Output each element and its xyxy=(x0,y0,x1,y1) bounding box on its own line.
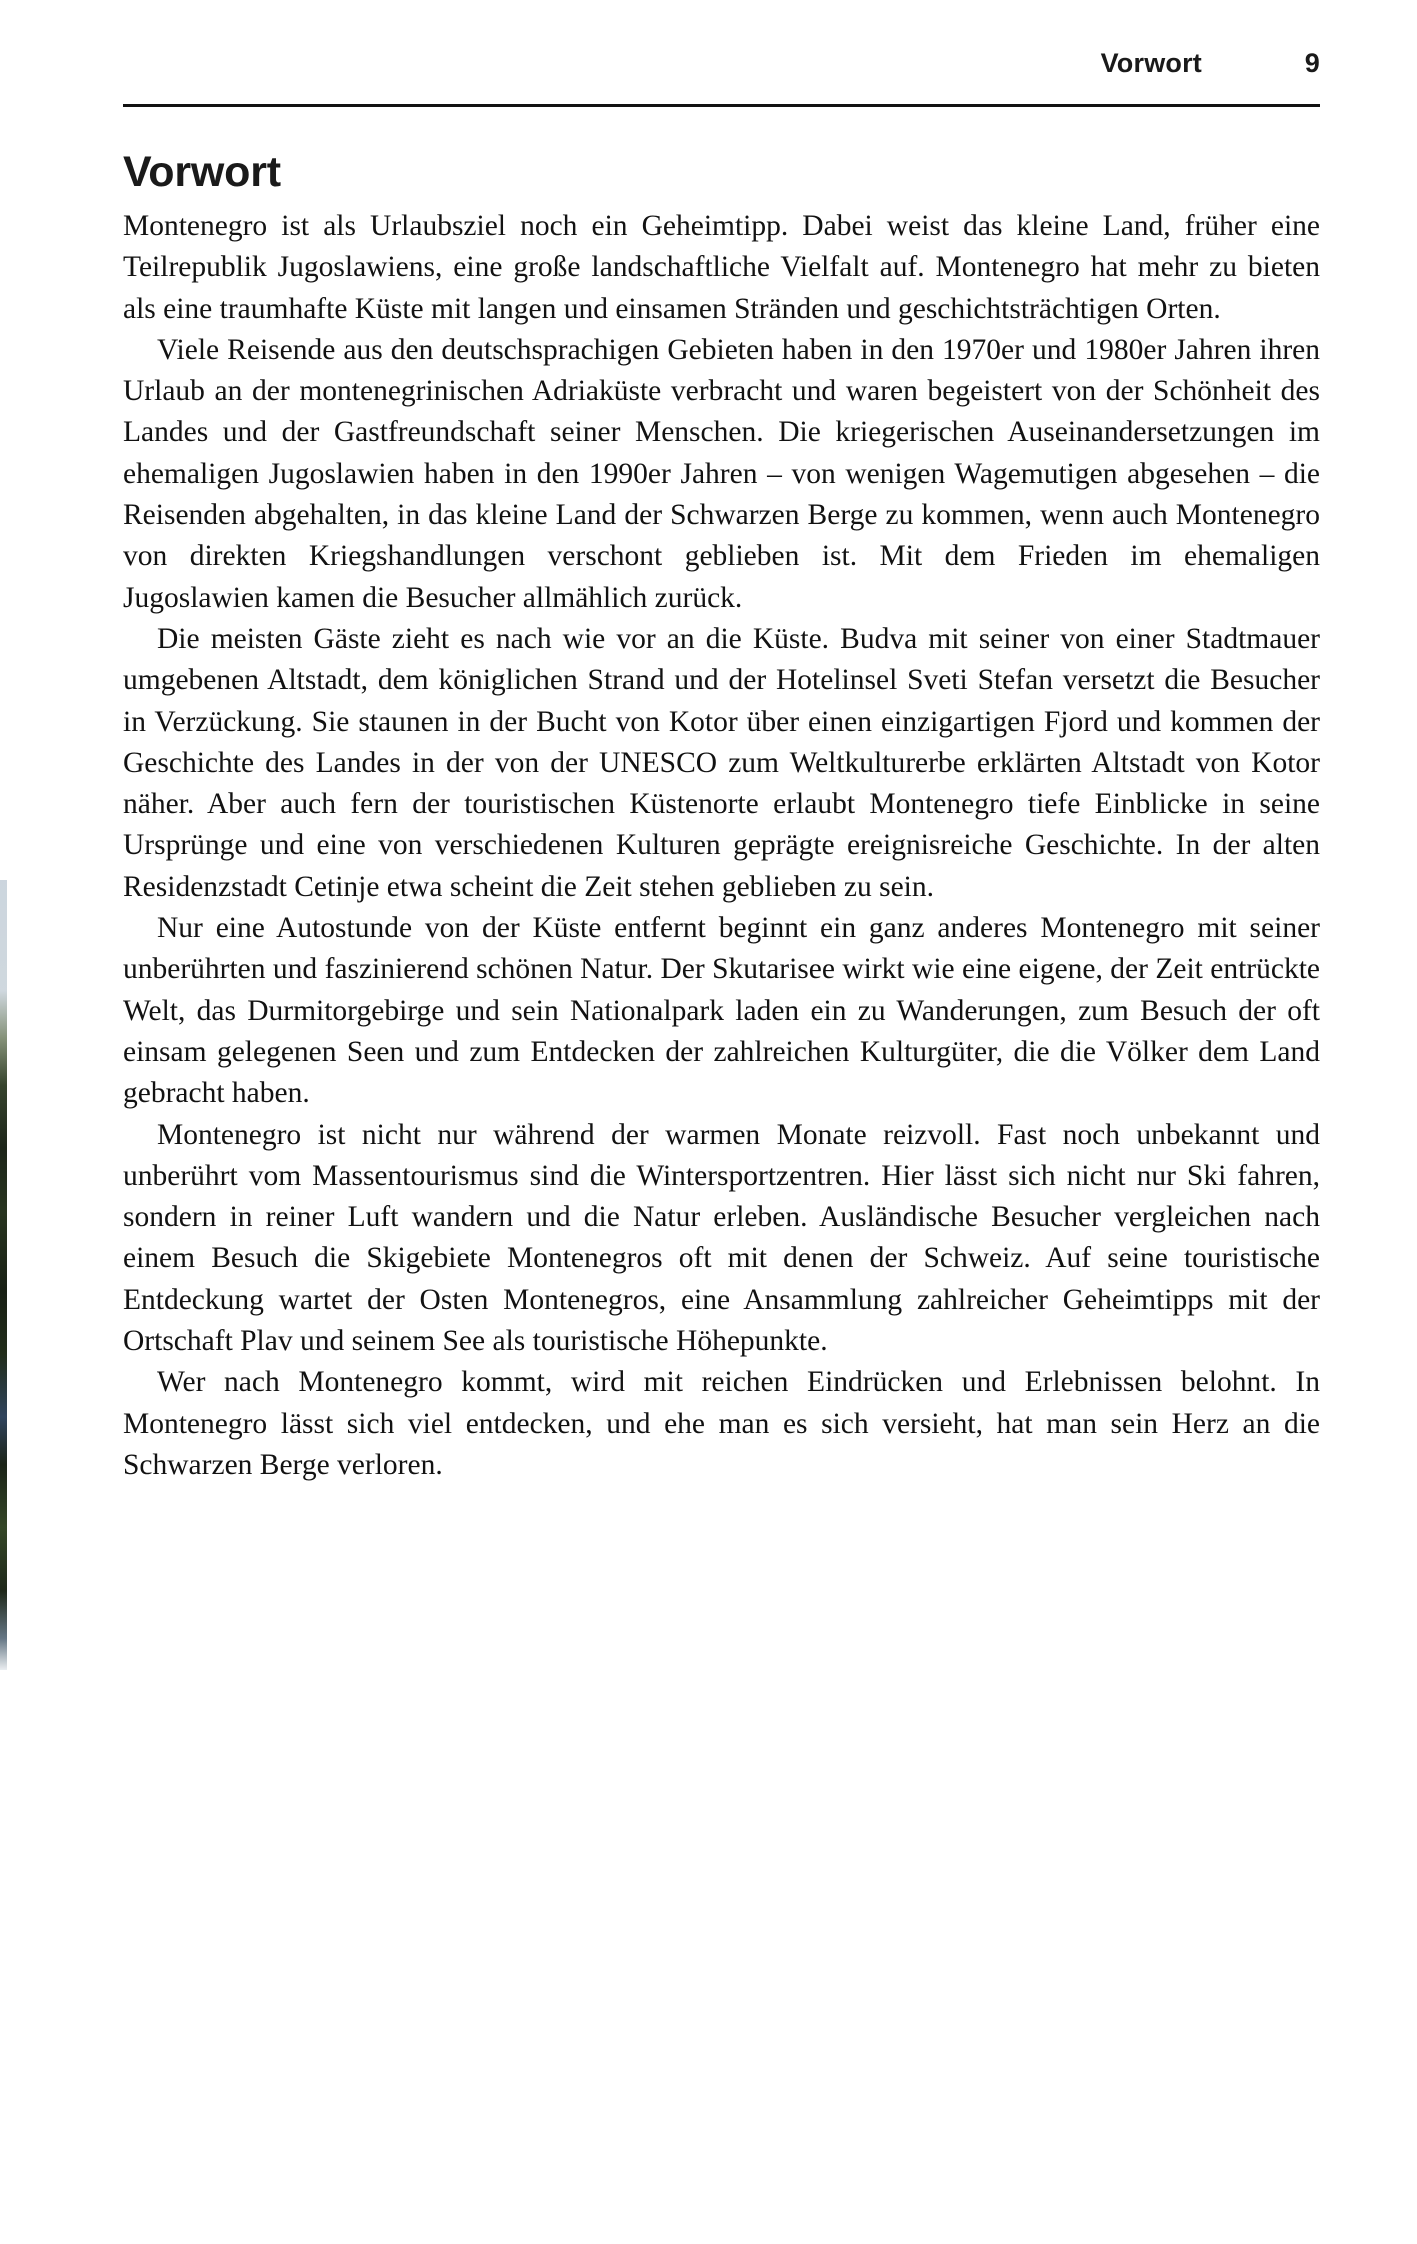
body-text xyxy=(123,206,1320,1486)
paragraph: Viele Reisende aus den deutschsprachigen Gebieten haben in den 1970er und 1980er Jahren ihren Urlaub an der montenegrinischen Adriaküste verbracht und waren begeistert von der Schönheit des Landes und der Gastfreundschaft seiner Menschen. Die kriegerischen Auseinandersetzungen im ehemaligen Jugoslawien haben in den 1990er Jahren – von wenigen Wagemutigen abgesehen – die Reisenden abgehalten, in das kleine Land der Schwarzen Berge zu kommen, wenn auch Montenegro von direkten Kriegshandlungen verschont geblieben ist. Mit dem Frieden im ehemaligen Jugoslawien kamen die Besucher allmählich zurück. xyxy=(123,333,1320,614)
paragraph: Montenegro ist als Urlaubsziel noch ein Geheimtipp. Dabei weist das kleine Land, früher eine Teilrepublik Jugoslawiens, eine große landschaftliche Vielfalt auf. Montenegro hat mehr zu bieten als eine traumhafte Küste mit langen und einsamen Stränden und geschichtsträchtigen Orten. xyxy=(123,210,1320,325)
paragraph: Nur eine Autostunde von der Küste entfernt beginnt ein ganz anderes Montenegro mit seiner unberührten und faszinierend schönen Natur. Der Skutarisee wirkt wie eine eigene, der Zeit entrückte Welt, das Durmitorgebirge und sein Nationalpark laden ein zu Wanderungen, zum Besuch der oft einsam gelegenen Seen und zum Entdecken der zahlreichen Kulturgüter, die die Völker dem Land gebracht haben. xyxy=(123,912,1320,1110)
running-header xyxy=(123,48,1320,88)
running-header-title: Vorwort xyxy=(1100,48,1202,78)
page-number: 9 xyxy=(1304,48,1320,78)
paragraph: Die meisten Gäste zieht es nach wie vor an die Küste. Budva mit seiner von einer Stadtmauer umgebenen Altstadt, dem königlichen Strand und der Hotelinsel Sveti Stefan versetzt die Besucher in Verzückung. Sie staunen in der Bucht von Kotor über einen einzigartigen Fjord und kommen der Geschichte des Landes in der von der UNESCO zum Weltkulturerbe erklärten Altstadt von Kotor näher. Aber auch fern der touristischen Küstenorte erlaubt Montenegro tiefe Einblicke in seine Ursprünge und eine von verschiedenen Kulturen geprägte ereignisreiche Geschichte. In der alten Residenzstadt Cetinje etwa scheint die Zeit stehen geblieben zu sein. xyxy=(123,622,1320,903)
paragraph: Montenegro ist nicht nur während der warmen Monate reizvoll. Fast noch unbekannt und unberührt vom Massentourismus sind die Wintersportzentren. Hier lässt sich nicht nur Ski fahren, sondern in reiner Luft wandern und die Natur erleben. Ausländische Besucher vergleichen nach einem Besuch die Skigebiete Montenegros oft mit denen der Schweiz. Auf seine touristische Entdeckung wartet der Osten Montenegros, eine Ansammlung zahlreicher Geheimtipps mit der Ortschaft Plav und seinem See als touristische Höhepunkte. xyxy=(123,1118,1320,1358)
paragraph: Wer nach Montenegro kommt, wird mit reichen Eindrücken und Erlebnissen belohnt. In Montenegro lässt sich viel entdecken, und ehe man es sich versieht, hat man sein Herz an die Schwarzen Berge verloren. xyxy=(123,1366,1320,1481)
page-title: Vorwort xyxy=(123,147,281,196)
header-divider-rule xyxy=(123,104,1320,107)
facing-page-image-bleed xyxy=(0,880,7,1670)
